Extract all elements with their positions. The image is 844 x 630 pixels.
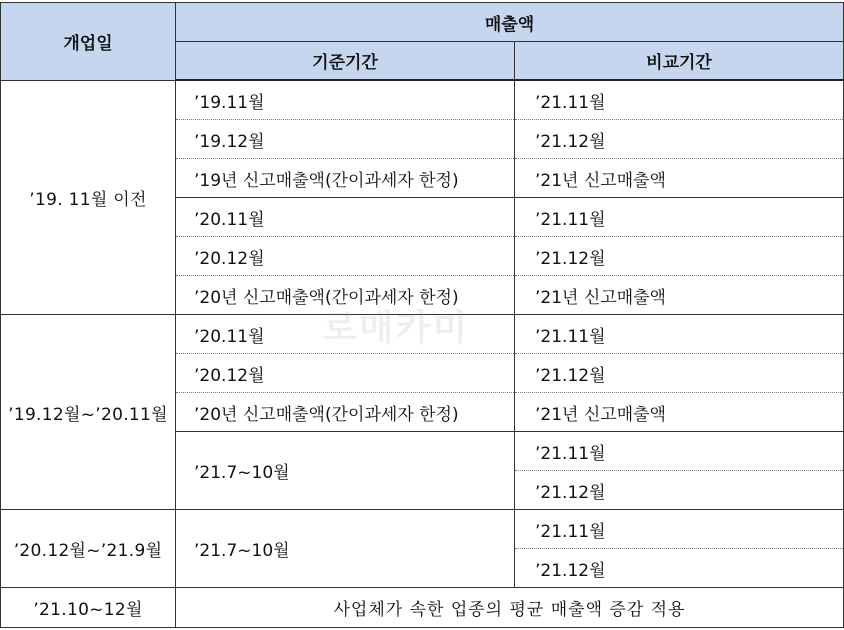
compare-period-cell: ’21.11월 bbox=[515, 510, 844, 549]
base-period-cell: ’21.7~10월 bbox=[176, 432, 515, 510]
compare-period-cell: ’21.11월 bbox=[515, 80, 844, 120]
compare-period-cell: ’21년 신고매출액 bbox=[515, 393, 844, 432]
base-period-cell: ’19.12월 bbox=[176, 120, 515, 159]
open-date-cell: ’19.12월~’20.11월 bbox=[1, 315, 176, 510]
compare-period-cell: ’21.11월 bbox=[515, 198, 844, 237]
base-period-cell: ’20.11월 bbox=[176, 198, 515, 237]
compare-period-cell: ’21.12월 bbox=[515, 237, 844, 276]
watermark-logo: 로매카미 bbox=[322, 308, 470, 349]
compare-period-cell: ’21.12월 bbox=[515, 471, 844, 510]
base-period-cell: ’21.7~10월 bbox=[176, 510, 515, 588]
industry-average-note: 사업체가 속한 업종의 평균 매출액 증감 적용 bbox=[176, 588, 844, 628]
compare-period-cell: ’21년 신고매출액 bbox=[515, 276, 844, 315]
compare-period-cell: ’21년 신고매출액 bbox=[515, 159, 844, 198]
compare-period-cell: ’21.11월 bbox=[515, 432, 844, 471]
base-period-cell: ’19년 신고매출액(간이과세자 한정) bbox=[176, 159, 515, 198]
compare-period-cell: ’21.12월 bbox=[515, 354, 844, 393]
compare-period-cell: ’21.11월 bbox=[515, 315, 844, 354]
compare-period-cell: ’21.12월 bbox=[515, 549, 844, 588]
header-sales: 매출액 bbox=[176, 3, 844, 42]
base-period-cell: ’20.12월 bbox=[176, 237, 515, 276]
open-date-cell: ’21.10~12월 bbox=[1, 588, 176, 628]
open-date-cell: ’19. 11월 이전 bbox=[1, 80, 176, 315]
base-period-cell: ’20.12월 bbox=[176, 354, 515, 393]
base-period-cell: ’20년 신고매출액(간이과세자 한정) bbox=[176, 276, 515, 315]
header-compare-period: 비교기간 bbox=[515, 42, 844, 81]
compare-period-cell: ’21.12월 bbox=[515, 120, 844, 159]
sales-criteria-table bbox=[0, 2, 844, 628]
base-period-cell: ’20.11월 bbox=[176, 315, 515, 354]
header-open-date: 개업일 bbox=[1, 3, 176, 81]
base-period-cell: ’19.11월 bbox=[176, 80, 515, 120]
base-period-cell: ’20년 신고매출액(간이과세자 한정) bbox=[176, 393, 515, 432]
header-base-period: 기준기간 bbox=[176, 42, 515, 81]
open-date-cell: ’20.12월~’21.9월 bbox=[1, 510, 176, 588]
